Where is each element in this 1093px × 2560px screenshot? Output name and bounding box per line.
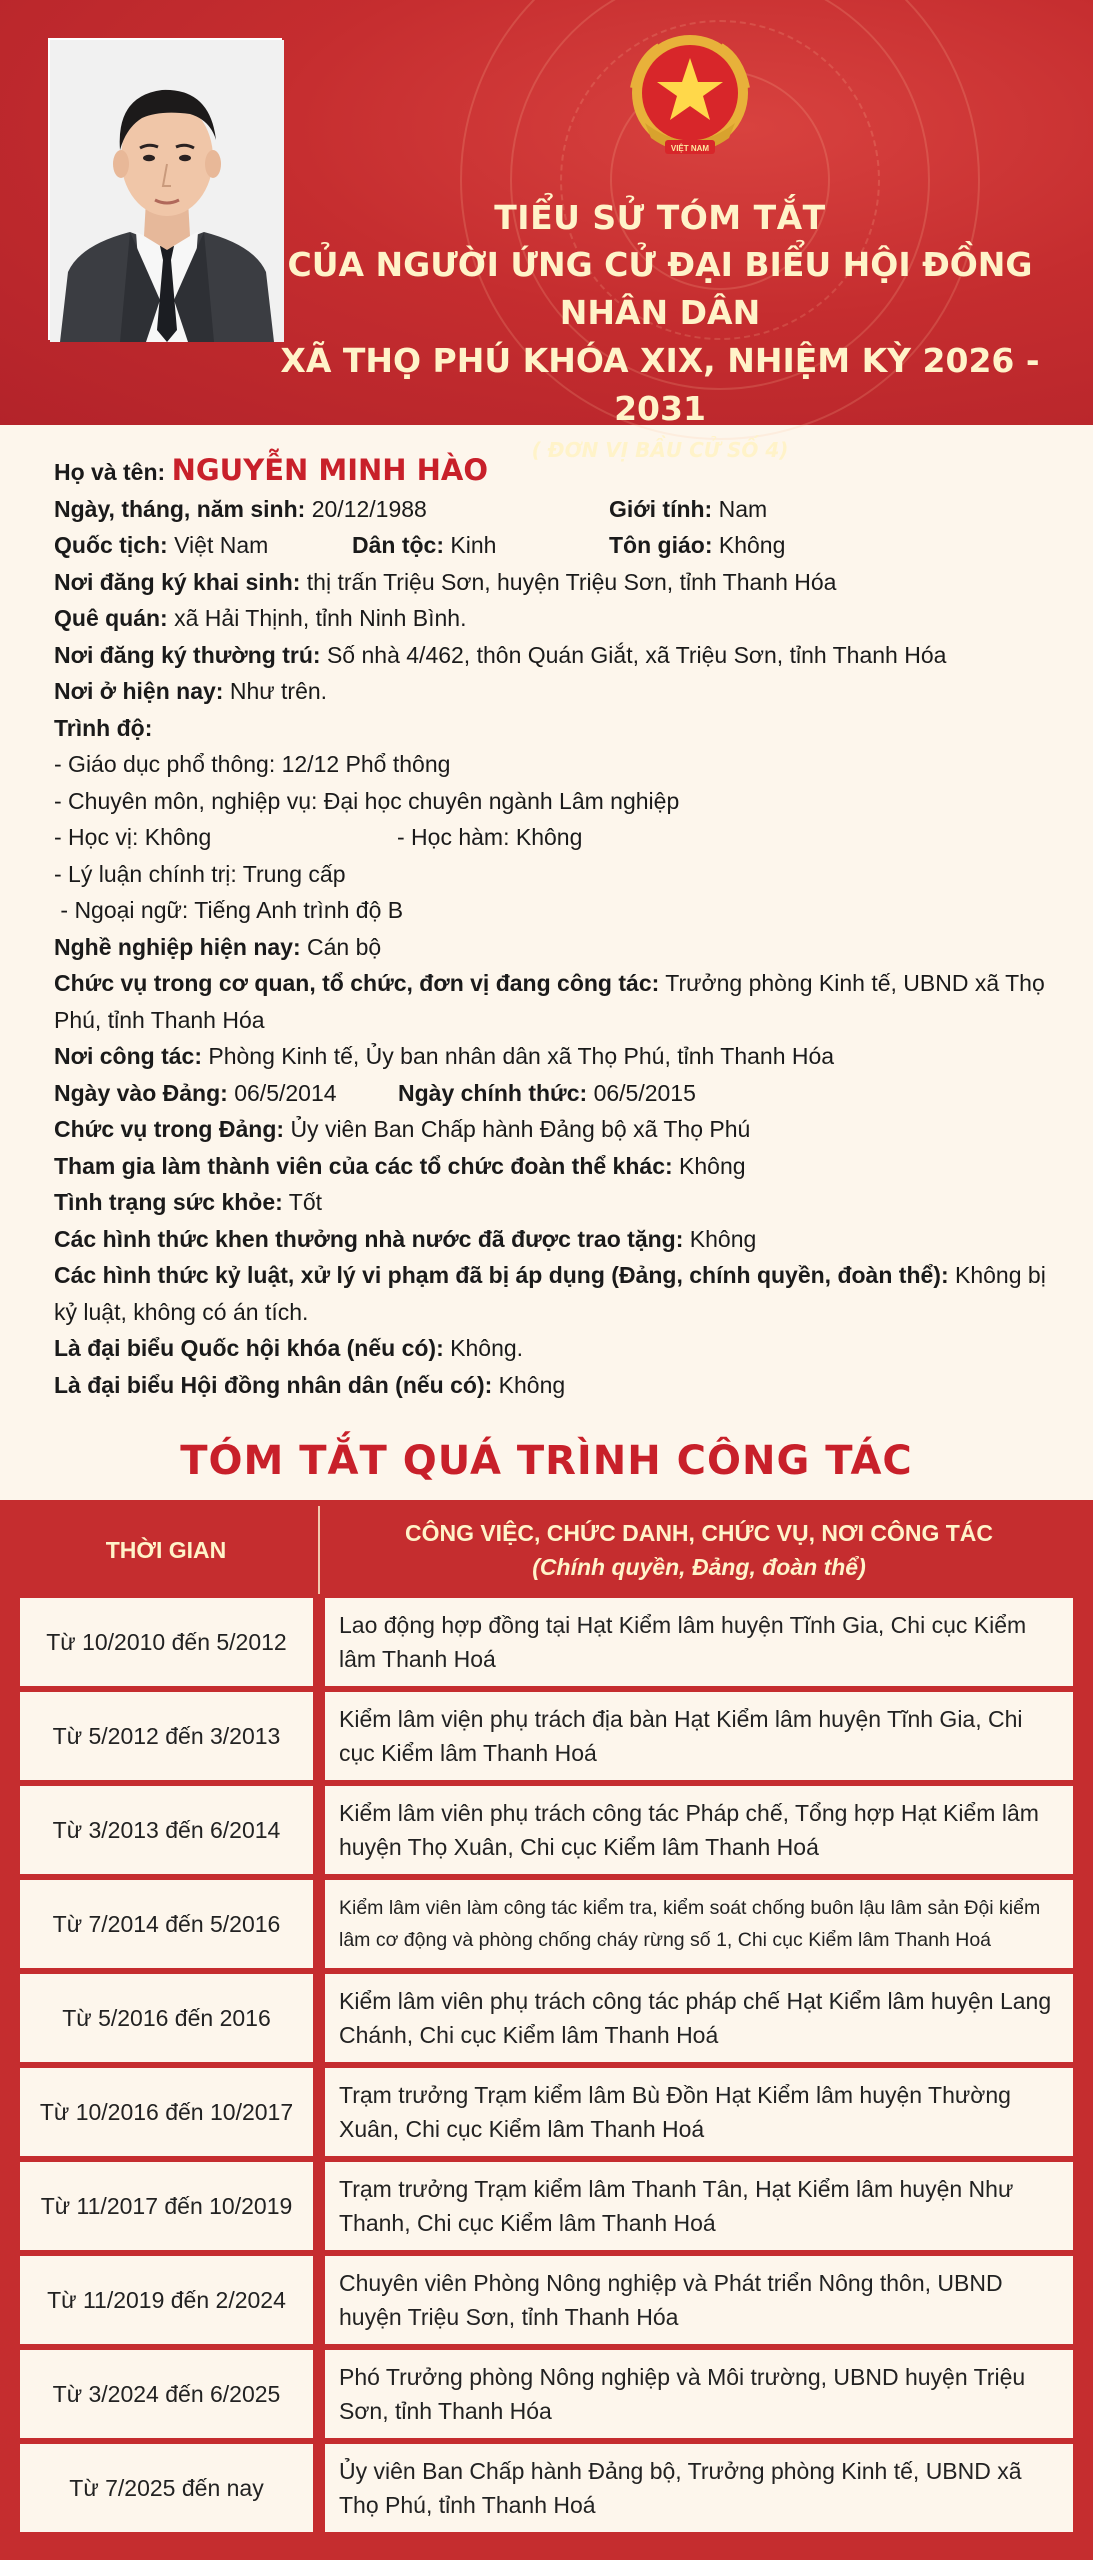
awards-row <box>54 1221 1064 1258</box>
header-banner <box>0 0 1093 462</box>
dob-label: Ngày, tháng, năm sinh: <box>54 495 306 522</box>
row-job: Kiểm lâm viên phụ trách công tác Pháp chế, Tổng hợp Hạt Kiểm lâm huyện Thọ Xuân, Chi cục Kiểm lâm Thanh Hoá <box>325 1786 1073 1874</box>
table-row <box>20 1692 1073 1786</box>
row-time: Từ 3/2013 đến 6/2014 <box>20 1786 313 1874</box>
organizations-label: Tham gia làm thành viên của các tổ chức đoàn thể khác: <box>54 1152 673 1179</box>
career-rows <box>20 1598 1073 2538</box>
row-job: Trạm trưởng Trạm kiểm lâm Bù Đồn Hạt Kiểm lâm huyện Thường Xuân, Chi cục Kiểm lâm Thanh Hoá <box>325 2068 1073 2156</box>
party-position-value: Ủy viên Ban Chấp hành Đảng bộ xã Thọ Phú <box>290 1116 751 1142</box>
nationality-label: Quốc tịch: <box>54 532 168 558</box>
education-label: Trình độ: <box>54 714 153 741</box>
religion-value: Không <box>718 532 786 558</box>
row-job: Kiểm lâm viên phụ trách công tác pháp chế Hạt Kiểm lâm huyện Lang Chánh, Chi cục Kiểm lâm Thanh Hoá <box>325 1974 1073 2062</box>
emblem-text: VIỆT NAM <box>670 144 710 153</box>
peoples-council-label: Là đại biểu Hội đồng nhân dân (nếu có): <box>54 1371 493 1398</box>
residence-label: Nơi đăng ký thường trú: <box>54 641 321 668</box>
health-value: Tốt <box>288 1189 323 1215</box>
awards-value: Không <box>689 1225 757 1252</box>
workplace-label: Nơi công tác: <box>54 1043 202 1069</box>
party-dates-row <box>54 1075 1064 1112</box>
candidate-info <box>54 452 1064 1403</box>
career-section-title: TÓM TẮT QUÁ TRÌNH CÔNG TÁC <box>180 1438 913 1484</box>
row-time: Từ 7/2014 đến 5/2016 <box>20 1880 313 1968</box>
row-time: Từ 11/2019 đến 2/2024 <box>20 2256 313 2344</box>
table-row <box>20 1974 1073 2068</box>
birth-registration-value: thị trấn Triệu Sơn, huyện Triệu Sơn, tỉnh Thanh Hóa <box>306 568 837 595</box>
residence-value: Số nhà 4/462, thôn Quán Giắt, xã Triệu Sơn, tỉnh Thanh Hóa <box>326 641 947 668</box>
table-row <box>20 2068 1073 2162</box>
row-time: Từ 3/2024 đến 6/2025 <box>20 2350 313 2438</box>
row-time: Từ 10/2010 đến 5/2012 <box>20 1598 313 1686</box>
nationality-value: Việt Nam <box>174 532 269 558</box>
peoples-council-value: Không <box>498 1371 566 1398</box>
ethnicity-label: Dân tộc: <box>352 532 444 558</box>
occupation-row <box>54 929 1064 966</box>
header-divider <box>318 1506 320 1594</box>
position-value: Trưởng phòng Kinh tế, UBND xã Thọ Phú, tỉnh Thanh Hóa <box>54 970 1045 1033</box>
title-line-3: XÃ THỌ PHÚ KHÓA XIX, NHIỆM KỲ 2026 - 2031 <box>280 341 1040 428</box>
row-time: Từ 5/2012 đến 3/2013 <box>20 1692 313 1780</box>
title-line-1: TIỂU SỬ TÓM TẮT <box>494 198 826 237</box>
table-row <box>20 1598 1073 1692</box>
column-header-job-subtitle: (Chính quyền, Đảng, đoàn thể) <box>532 1554 866 1580</box>
current-address-value: Như trên. <box>229 678 328 704</box>
education-degree-row <box>54 819 1064 856</box>
row-time: Từ 7/2025 đến nay <box>20 2444 313 2532</box>
education-heading <box>54 710 1064 747</box>
national-assembly-value: Không. <box>450 1335 524 1361</box>
party-join-value: 06/5/2014 <box>234 1079 337 1106</box>
dob-value: 20/12/1988 <box>311 495 427 522</box>
table-row <box>20 2350 1073 2444</box>
religion-label: Tôn giáo: <box>609 532 713 558</box>
row-job: Chuyên viên Phòng Nông nghiệp và Phát triển Nông thôn, UBND huyện Triệu Sơn, tỉnh Thanh Hóa <box>325 2256 1073 2344</box>
column-header-job <box>325 1506 1073 1594</box>
name-row <box>54 452 1064 491</box>
column-header-job-title: CÔNG VIỆC, CHỨC DANH, CHỨC VỤ, NƠI CÔNG TÁC <box>404 1520 994 1546</box>
party-official-value: 06/5/2015 <box>593 1079 696 1106</box>
education-title: - Học hàm: Không <box>397 824 583 850</box>
position-row <box>54 965 1064 1038</box>
national-assembly-row <box>54 1330 1064 1367</box>
awards-label: Các hình thức khen thưởng nhà nước đã được trao tặng: <box>54 1225 684 1252</box>
discipline-row <box>54 1257 1064 1330</box>
column-header-time: THỜI GIAN <box>105 1536 227 1563</box>
table-row <box>20 2162 1073 2256</box>
discipline-value: Không bị kỷ luật, không có án tích. <box>54 1262 1046 1325</box>
party-position-label: Chức vụ trong Đảng: <box>54 1116 285 1142</box>
discipline-label: Các hình thức kỷ luật, xử lý vi phạm đã bị áp dụng (Đảng, chính quyền, đoàn thể): <box>54 1262 949 1288</box>
organizations-value: Không <box>679 1152 746 1179</box>
hometown-value: xã Hải Thịnh, tỉnh Ninh Bình. <box>174 605 467 631</box>
row-job: Trạm trưởng Trạm kiểm lâm Thanh Tân, Hạt Kiểm lâm huyện Như Thanh, Chi cục Kiểm lâm Thanh Hoá <box>325 2162 1073 2250</box>
row-time: Từ 10/2016 đến 10/2017 <box>20 2068 313 2156</box>
row-job: Kiểm lâm viện phụ trách địa bàn Hạt Kiểm lâm huyện Tĩnh Gia, Chi cục Kiểm lâm Thanh Hoá <box>325 1692 1073 1780</box>
candidate-portrait <box>48 38 282 340</box>
row-time: Từ 5/2016 đến 2016 <box>20 1974 313 2062</box>
health-label: Tình trạng sức khỏe: <box>54 1189 283 1215</box>
national-assembly-label: Là đại biểu Quốc hội khóa (nếu có): <box>54 1335 444 1361</box>
birth-registration-row <box>54 564 1064 601</box>
health-row <box>54 1184 1064 1221</box>
education-major: - Chuyên môn, nghiệp vụ: Đại học chuyên ngành Lâm nghiệp <box>54 787 680 814</box>
table-row <box>20 2256 1073 2350</box>
row-job: Phó Trưởng phòng Nông nghiệp và Môi trường, UBND huyện Triệu Sơn, tỉnh Thanh Hóa <box>325 2350 1073 2438</box>
table-row <box>20 1880 1073 1974</box>
national-emblem-icon <box>625 28 755 178</box>
dob-row <box>54 491 1064 528</box>
row-job: Ủy viên Ban Chấp hành Đảng bộ, Trưởng phòng Kinh tế, UBND xã Thọ Phú, tỉnh Thanh Hoá <box>325 2444 1073 2532</box>
title-line-2: CỦA NGƯỜI ỨNG CỬ ĐẠI BIỂU HỘI ĐỒNG NHÂN DÂN <box>287 245 1033 332</box>
name-label: Họ và tên: <box>54 459 166 485</box>
document-title <box>280 195 1040 467</box>
education-politics: - Lý luận chính trị: Trung cấp <box>54 860 346 887</box>
table-row <box>20 2444 1073 2538</box>
row-job: Lao động hợp đồng tại Hạt Kiểm lâm huyện Tĩnh Gia, Chi cục Kiểm lâm Thanh Hoá <box>325 1598 1073 1686</box>
education-language: - Ngoại ngữ: Tiếng Anh trình độ B <box>54 897 404 923</box>
party-join-label: Ngày vào Đảng: <box>54 1079 228 1106</box>
occupation-label: Nghề nghiệp hiện nay: <box>54 933 301 960</box>
birth-registration-label: Nơi đăng ký khai sinh: <box>54 568 301 595</box>
workplace-value: Phòng Kinh tế, Ủy ban nhân dân xã Thọ Phú, tỉnh Thanh Hóa <box>208 1043 835 1069</box>
nationality-row <box>54 527 1064 564</box>
hometown-label: Quê quán: <box>54 605 168 631</box>
portrait-illustration <box>50 40 284 342</box>
ethnicity-value: Kinh <box>450 532 497 558</box>
education-general: - Giáo dục phổ thông: 12/12 Phổ thông <box>54 751 451 777</box>
constituency-label: ( ĐƠN VỊ BẦU CỬ SỐ 4) <box>531 438 789 462</box>
residence-row <box>54 637 1064 674</box>
party-official-label: Ngày chính thức: <box>398 1079 588 1106</box>
workplace-row <box>54 1038 1064 1075</box>
career-table <box>0 1500 1093 2560</box>
current-address-label: Nơi ở hiện nay: <box>54 678 224 704</box>
row-time: Từ 11/2017 đến 10/2019 <box>20 2162 313 2250</box>
occupation-value: Cán bộ <box>307 933 382 960</box>
position-label: Chức vụ trong cơ quan, tổ chức, đơn vị đang công tác: <box>54 970 660 996</box>
party-position-row <box>54 1111 1064 1148</box>
row-job: Kiểm lâm viên làm công tác kiểm tra, kiểm soát chống buôn lậu lâm sản Đội kiểm lâm cơ động và phòng chống cháy rừng số 1, Chi cục Kiểm lâm Thanh Hoá <box>325 1880 1073 1968</box>
gender-value: Nam <box>718 495 768 522</box>
peoples-council-row <box>54 1367 1064 1404</box>
organizations-row <box>54 1148 1064 1185</box>
hometown-row <box>54 600 1064 637</box>
education-degree: - Học vị: Không <box>54 824 212 850</box>
table-row <box>20 1786 1073 1880</box>
current-address-row <box>54 673 1064 710</box>
candidate-name: NGUYỄN MINH HÀO <box>171 453 489 487</box>
gender-label: Giới tính: <box>609 495 713 522</box>
